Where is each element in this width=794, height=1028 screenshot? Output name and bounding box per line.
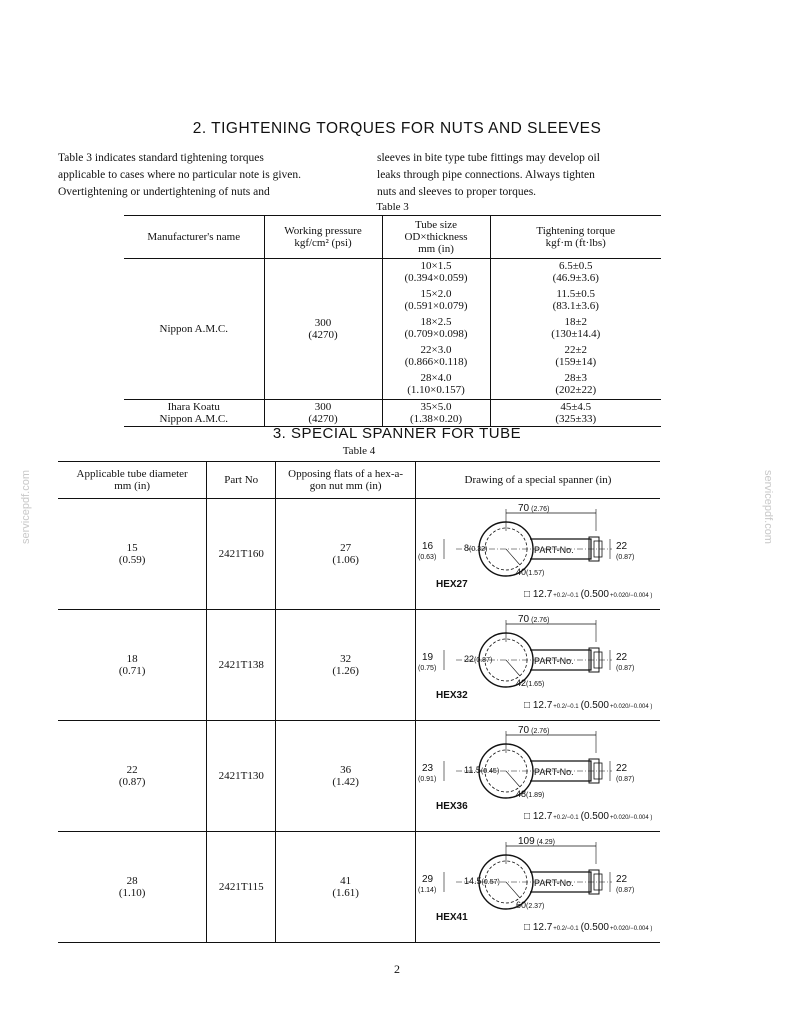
intro-line: sleeves in bite type tube fittings may develop oil (377, 152, 600, 164)
square-drive-note: □ 12.7+0.2/−0.1 (0.500+0.020/−0.004 ) (524, 811, 653, 822)
length-label: 70 (2.76) (518, 503, 550, 514)
header-manufacturer: Manufacturer's name (124, 216, 264, 259)
leader-line (506, 771, 520, 787)
page-number: 2 (394, 962, 400, 976)
header-pressure: Working pressure kgf/cm² (psi) (264, 216, 382, 259)
inner-dimension-label: 22(0.87) (464, 654, 493, 664)
table4-caption: Table 4 (342, 445, 376, 457)
manufacturer-cell: Ihara Koatu Nippon A.M.C. (124, 400, 264, 427)
drawing-cell (416, 610, 661, 721)
table3-caption: Table 3 (376, 201, 409, 213)
table-row (124, 400, 661, 427)
table-row (58, 721, 660, 832)
tube-size-cell: 35×5.0 (1.38×0.20) (382, 400, 490, 427)
radius-label: 40(1.57) (516, 567, 545, 577)
table-row (58, 832, 660, 943)
leader-line (506, 549, 520, 565)
section-title-special-spanner: 3. SPECIAL SPANNER FOR TUBE (272, 425, 522, 442)
part-no-cell: 2421T160 (207, 499, 276, 610)
header-part-no: Part No (207, 462, 276, 499)
pressure-cell: 300 (4270) (264, 400, 382, 427)
table-row (58, 610, 660, 721)
radius-label: 60(2.37) (516, 900, 545, 910)
radius-label: 48(1.89) (516, 789, 545, 799)
square-drive-note: □ 12.7+0.2/−0.1 (0.500+0.020/−0.004 ) (524, 922, 653, 933)
part-no-cell: 2421T115 (207, 832, 276, 943)
inner-dimension-label: 14.5(0.57) (464, 876, 500, 886)
header-tube-diameter: Applicable tube diameter mm (in) (58, 462, 207, 499)
head-dimension-inch: (0.75) (418, 665, 437, 672)
inner-dimension-label: 11.5(0.45) (464, 765, 500, 775)
radius-label: 42(1.65) (516, 678, 545, 688)
handle-dimension-label: 22 (616, 652, 628, 663)
tube-size-cell: 10×1.5 (0.394×0.059) 15×2.0 (0.591×0.079) 18×2.5 (0.709×0.098) 22×3.0 (0.866×0.118) 28×4.0 (1.10×0.157) (382, 259, 490, 400)
handle-dimension-label: 22 (616, 541, 628, 552)
hex-size-label: HEX32 (436, 690, 468, 701)
intro-text-right (377, 150, 673, 201)
table-row (58, 499, 660, 610)
square-drive-note: □ 12.7+0.2/−0.1 (0.500+0.020/−0.004 ) (524, 589, 653, 600)
drawing-cell (416, 721, 661, 832)
head-dimension-label: 29 (422, 874, 434, 885)
head-dimension-inch: (0.63) (418, 554, 437, 561)
head-dimension-inch: (0.91) (418, 776, 437, 783)
handle-dimension-label: 22 (616, 874, 628, 885)
tube-diameter-cell: 28 (1.10) (58, 832, 207, 943)
opposing-flats-cell: 27 (1.06) (276, 499, 416, 610)
tube-diameter-cell: 15 (0.59) (58, 499, 207, 610)
intro-text-left (58, 150, 358, 201)
manufacturer-cell: Nippon A.M.C. (124, 259, 264, 400)
tube-diameter-cell: 22 (0.87) (58, 721, 207, 832)
part-no-cell: 2421T130 (207, 721, 276, 832)
inner-dimension-label: 8(0.32) (464, 543, 488, 553)
section-title-tightening-torques: 2. TIGHTENING TORQUES FOR NUTS AND SLEEVES (192, 120, 602, 137)
watermark-right: servicepdf.com (762, 470, 774, 544)
intro-line: leaks through pipe connections. Always tighten (377, 169, 595, 181)
header-drawing: Drawing of a special spanner (in) (416, 462, 661, 499)
pressure-cell: 300 (4270) (264, 259, 382, 400)
leader-line (506, 660, 520, 676)
hex-size-label: HEX27 (436, 579, 468, 590)
drawing-cell (416, 832, 661, 943)
part-no-label: PART-No. (534, 545, 574, 555)
spanner-drawing (416, 501, 660, 607)
opposing-flats-cell: 41 (1.61) (276, 832, 416, 943)
handle-dimension-inch: (0.87) (616, 665, 635, 672)
head-dimension-label: 23 (422, 763, 434, 774)
drawing-cell (416, 499, 661, 610)
length-label: 70 (2.76) (518, 614, 550, 625)
intro-line: Overtightening or undertightening of nuts and (58, 186, 270, 198)
tube-diameter-cell: 18 (0.71) (58, 610, 207, 721)
head-dimension-inch: (1.14) (418, 887, 437, 894)
intro-line: Table 3 indicates standard tightening torques (58, 152, 264, 164)
part-no-label: PART-No. (534, 767, 574, 777)
header-opposing-flats: Opposing flats of a hex-a- gon nut mm (in) (276, 462, 416, 499)
square-drive-note: □ 12.7+0.2/−0.1 (0.500+0.020/−0.004 ) (524, 700, 653, 711)
header-torque: Tightening torque kgf·m (ft·lbs) (490, 216, 661, 259)
special-spanner-table (58, 461, 660, 943)
intro-line: applicable to cases where no particular note is given. (58, 169, 302, 181)
length-label: 70 (2.76) (518, 725, 550, 736)
hex-size-label: HEX41 (436, 912, 468, 923)
opposing-flats-cell: 36 (1.42) (276, 721, 416, 832)
leader-line (506, 882, 520, 898)
hex-size-label: HEX36 (436, 801, 468, 812)
watermark-left: servicepdf.com (20, 470, 32, 544)
handle-dimension-inch: (0.87) (616, 554, 635, 561)
part-no-cell: 2421T138 (207, 610, 276, 721)
torque-cell: 45±4.5 (325±33) (490, 400, 661, 427)
handle-dimension-label: 22 (616, 763, 628, 774)
spanner-drawing (416, 723, 660, 829)
header-tube-size: Tube size OD×thickness mm (in) (382, 216, 490, 259)
tightening-torque-table (124, 215, 661, 427)
spanner-drawing (416, 834, 660, 940)
table-row (124, 259, 661, 400)
head-dimension-label: 16 (422, 541, 434, 552)
intro-line: nuts and sleeves to proper torques. (377, 186, 537, 198)
handle-dimension-inch: (0.87) (616, 776, 635, 783)
spanner-drawing (416, 612, 660, 718)
head-dimension-label: 19 (422, 652, 434, 663)
opposing-flats-cell: 32 (1.26) (276, 610, 416, 721)
length-label: 109 (4.29) (518, 836, 555, 847)
part-no-label: PART-No. (534, 656, 574, 666)
handle-dimension-inch: (0.87) (616, 887, 635, 894)
part-no-label: PART-No. (534, 878, 574, 888)
torque-cell: 6.5±0.5 (46.9±3.6) 11.5±0.5 (83.1±3.6) 18±2 (130±14.4) 22±2 (159±14) 28±3 (202±22) (551, 260, 601, 396)
